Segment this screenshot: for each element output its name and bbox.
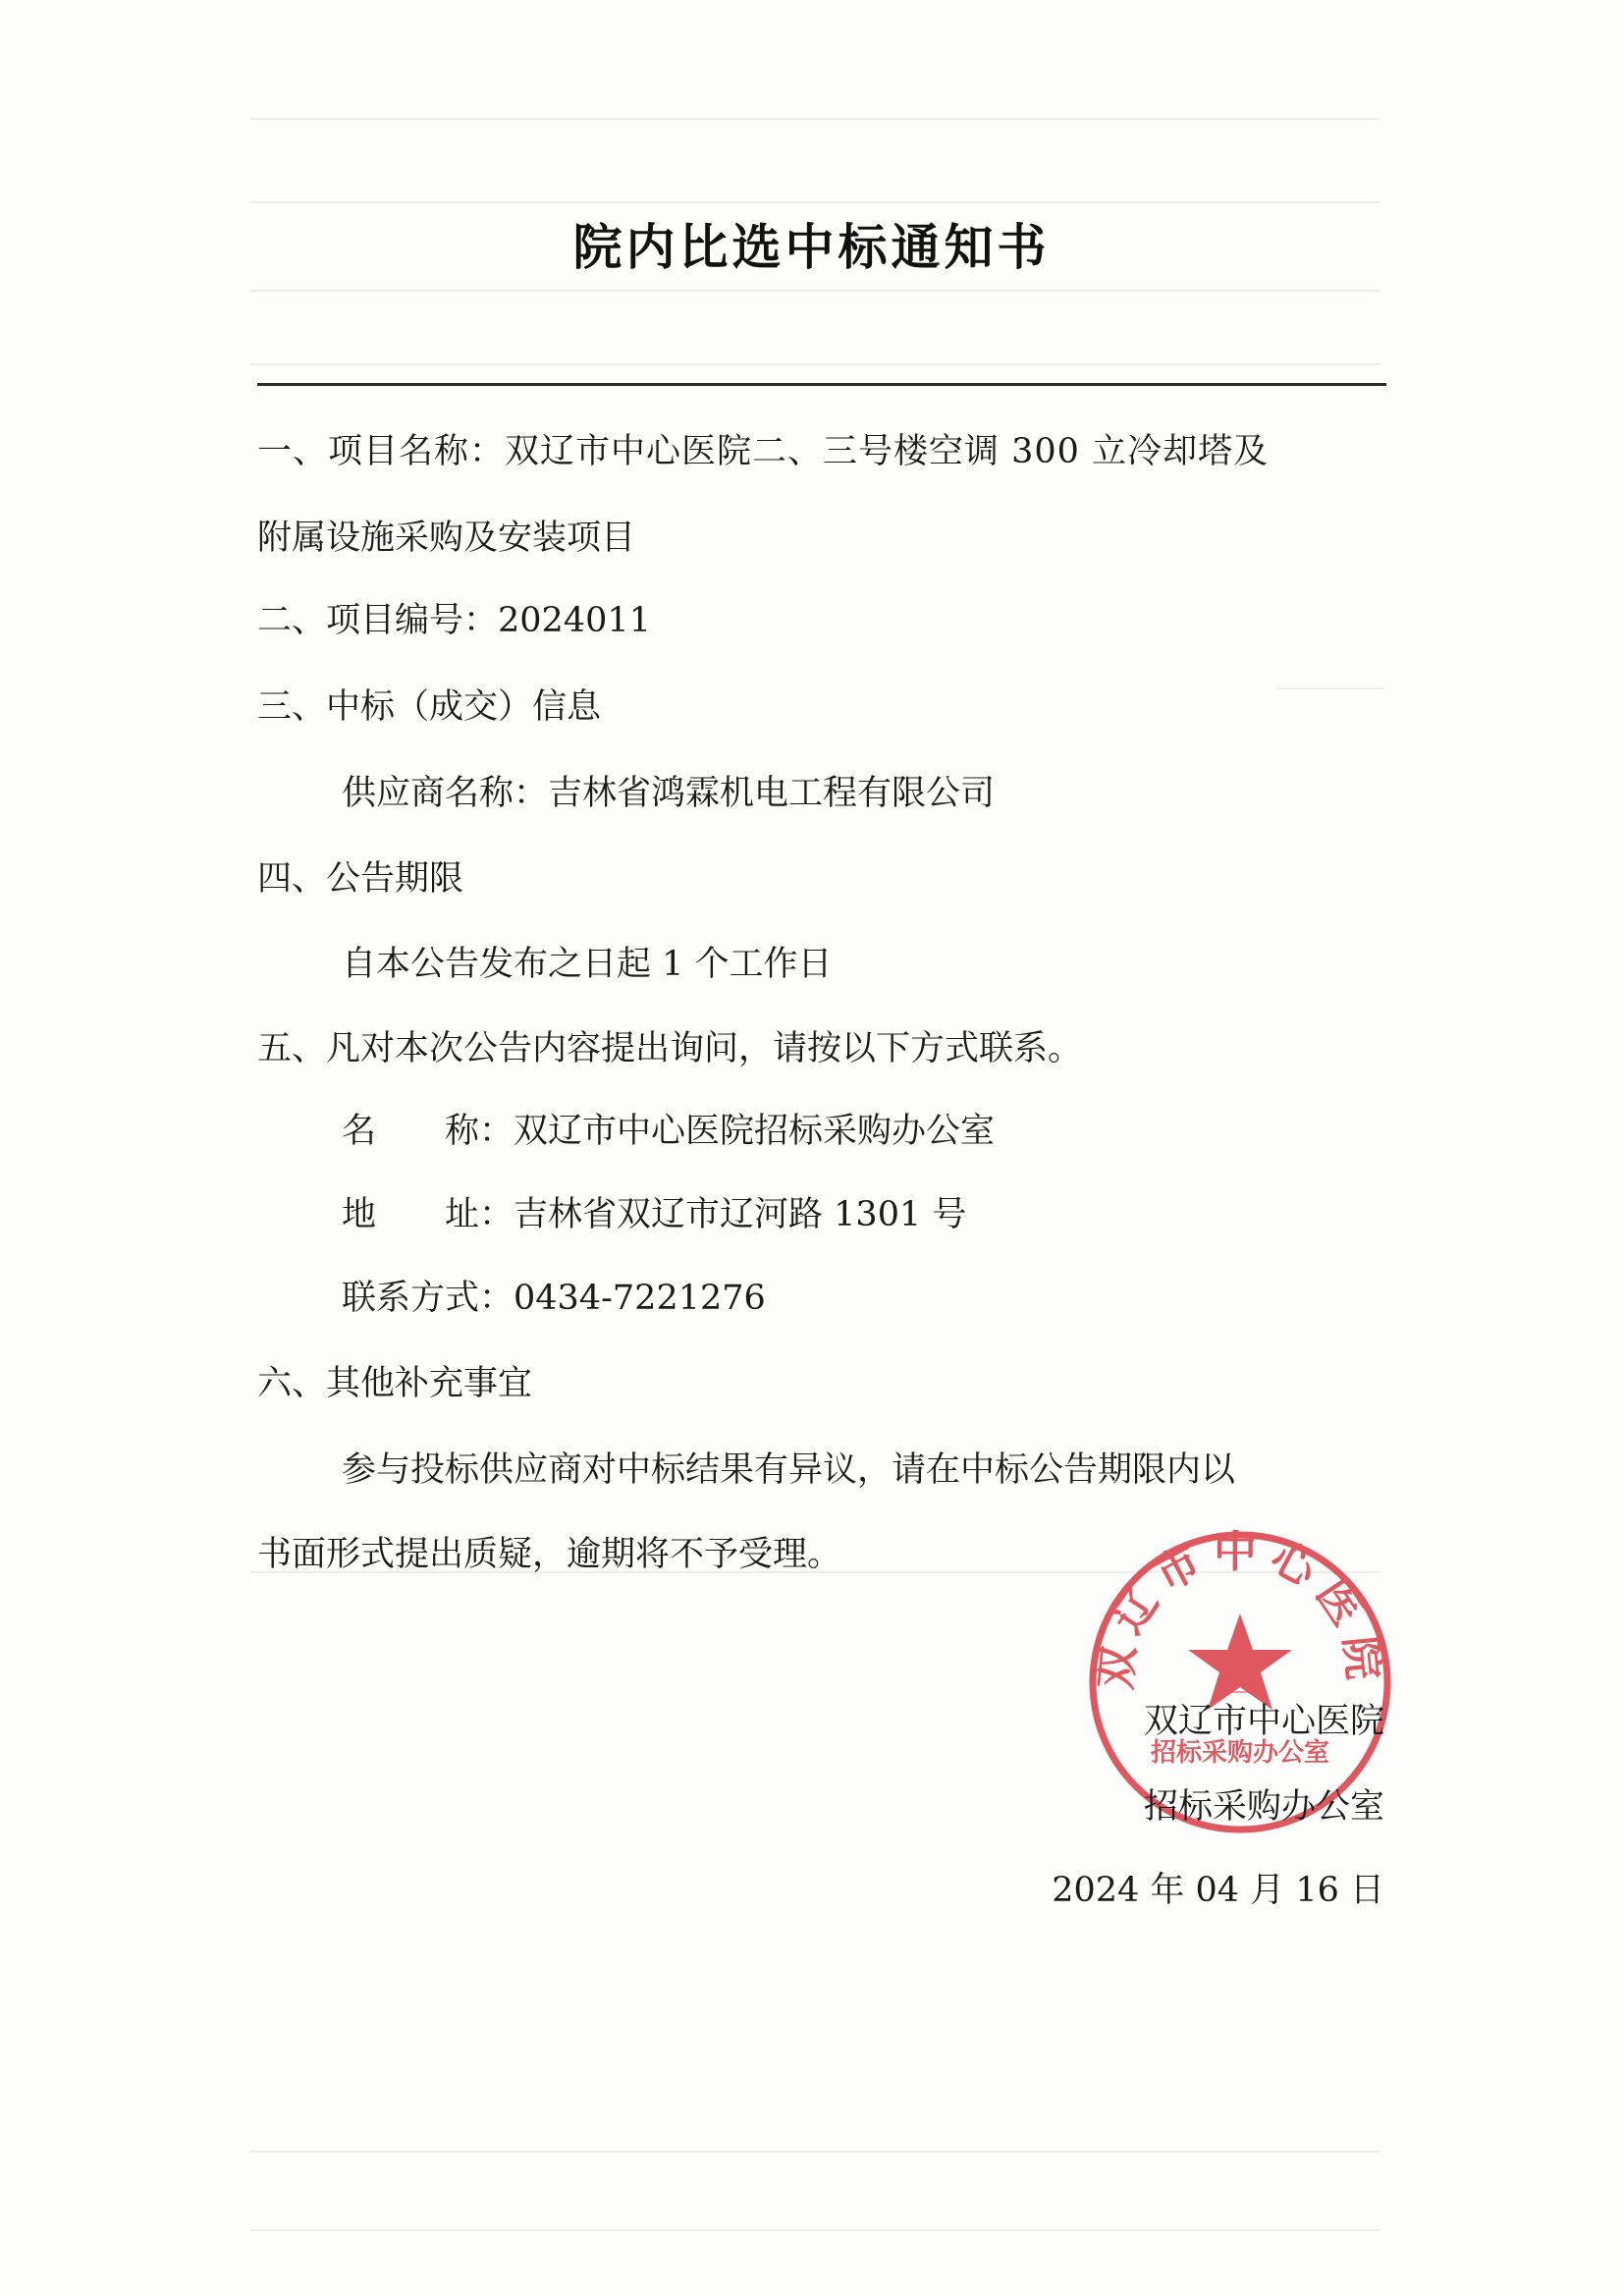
inquiry-heading: 五、凡对本次公告内容提出询问，请按以下方式联系。	[257, 1029, 1083, 1068]
contact-name-line	[342, 1112, 995, 1151]
supplier-line	[342, 774, 995, 813]
contact-address-label-b: 址：	[445, 1195, 514, 1234]
contact-phone-value: 0434-7221276	[514, 1279, 766, 1318]
bleed-through-line	[250, 290, 1380, 292]
award-info-heading: 三、中标（成交）信息	[257, 687, 602, 727]
project-number-line	[257, 601, 651, 640]
issue-date: 2024 年 04 月 16 日	[1052, 1871, 1384, 1910]
issuer-organization: 双辽市中心医院	[1143, 1702, 1384, 1741]
title-divider	[257, 383, 1386, 386]
objection-text-continuation: 书面形式提出质疑，逾期将不予受理。	[257, 1535, 842, 1574]
contact-address-line	[342, 1195, 966, 1234]
project-name-continuation: 附属设施采购及安装项目	[257, 519, 636, 558]
contact-name-label-b: 称：	[445, 1112, 514, 1151]
project-number-value: 2024011	[498, 601, 651, 640]
notice-period-text: 自本公告发布之日起 1 个工作日	[342, 945, 833, 984]
bleed-through-line	[250, 2229, 1380, 2231]
issuer-office: 招标采购办公室	[1143, 1787, 1384, 1827]
contact-phone-label: 联系方式：	[342, 1279, 514, 1318]
project-name-label: 一、项目名称：	[257, 432, 506, 471]
project-name-line	[257, 432, 1269, 471]
contact-phone-line	[342, 1279, 766, 1318]
other-matters-heading: 六、其他补充事宜	[257, 1364, 533, 1403]
bleed-through-line	[250, 2151, 1380, 2153]
contact-address-label-a: 地	[342, 1195, 377, 1234]
project-name-value: 双辽市中心医院二、三号楼空调 300 立冷却塔及	[505, 432, 1270, 471]
notice-period-heading: 四、公告期限	[257, 859, 464, 899]
bleed-through-line	[250, 118, 1380, 120]
supplier-value: 吉林省鸿霖机电工程有限公司	[548, 774, 996, 813]
bleed-through-line	[1276, 687, 1384, 689]
seal-inner-text: 招标采购办公室	[1150, 1738, 1330, 1768]
supplier-label: 供应商名称：	[342, 774, 549, 813]
contact-name-label-a: 名	[342, 1112, 377, 1151]
seal-ring-text: 双辽市中心医院	[1091, 1527, 1389, 1692]
bleed-through-line	[250, 363, 1380, 365]
contact-name-value: 双辽市中心医院招标采购办公室	[514, 1112, 996, 1151]
objection-text: 参与投标供应商对中标结果有异议，请在中标公告期限内以	[342, 1450, 1236, 1490]
contact-address-value: 吉林省双辽市辽河路 1301 号	[514, 1195, 967, 1234]
document-title: 院内比选中标通知书	[572, 218, 1051, 276]
bleed-through-line	[250, 201, 1380, 203]
project-number-label: 二、项目编号：	[257, 601, 499, 640]
